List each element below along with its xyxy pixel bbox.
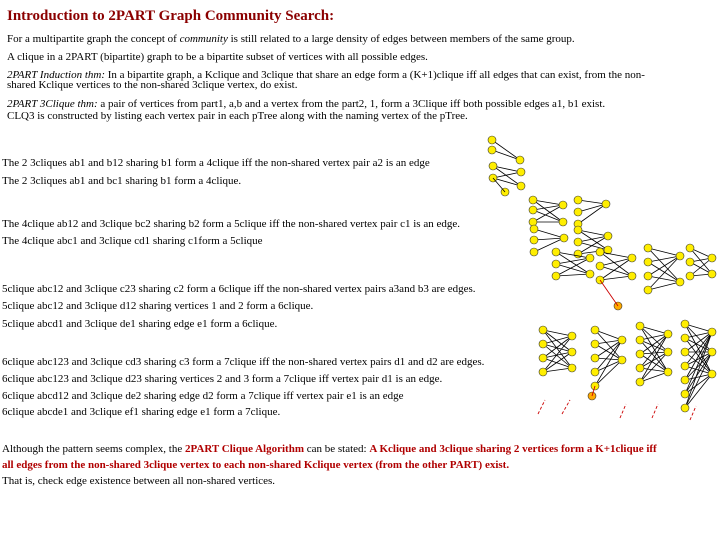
graph-node xyxy=(574,238,582,246)
graph-node xyxy=(681,404,689,412)
graph-edge xyxy=(533,200,563,222)
graph-node xyxy=(591,354,599,362)
dashed-edge xyxy=(690,406,696,420)
graph-node xyxy=(559,201,567,209)
graph-node xyxy=(530,248,538,256)
intro-line-4: shared Kclique vertices to the non-shared 3clique vertex, do exist. xyxy=(7,79,298,91)
intro-line-3: 2PART Induction thm: In a bipartite graph, a Kclique and 3clique that share an edge form a (K+1)clique iff all edges that can exist, from the non- xyxy=(7,69,645,81)
graph-node xyxy=(552,248,560,256)
graph-node xyxy=(618,356,626,364)
highlight-edge xyxy=(600,280,618,306)
graph-edge xyxy=(543,336,572,344)
graph-edge xyxy=(600,252,632,276)
graph-node xyxy=(591,340,599,348)
graph-node xyxy=(708,328,716,336)
graph-node xyxy=(574,250,582,258)
graph-node xyxy=(676,278,684,286)
graph-node xyxy=(517,182,525,190)
graph-edge xyxy=(578,204,606,212)
graph-node xyxy=(559,218,567,226)
graph-node xyxy=(686,244,694,252)
graph-node xyxy=(664,330,672,338)
graph-edge xyxy=(600,258,632,266)
graph-node xyxy=(681,348,689,356)
graph-node xyxy=(530,236,538,244)
intro-line-6: CLQ3 is constructed by listing each vertex pair in each pTree along with the naming vertex of the pTree. xyxy=(7,110,468,122)
graph-edge xyxy=(640,334,668,382)
group1-line-1: The 2 3cliques ab1 and b12 sharing b1 form a 4clique iff the non-shared vertex pair a2 is an edge xyxy=(2,157,430,169)
conclusion-line-1: Although the pattern seems complex, the 2PART Clique Algorithm can be stated: A Kclique and 3clique sharing 2 vertices form a K+1clique iff xyxy=(2,443,657,455)
group4-line-1: 6clique abc123 and 3clique cd3 sharing c3 form a 7clique iff the non-shared vertex pairs d1 and d2 are edges. xyxy=(2,356,485,368)
graph-node xyxy=(644,244,652,252)
graph-node xyxy=(636,364,644,372)
graph-node xyxy=(489,162,497,170)
graph-node xyxy=(488,146,496,154)
graph-node xyxy=(636,322,644,330)
graph-node xyxy=(552,260,560,268)
graph-node xyxy=(568,364,576,372)
graph-node xyxy=(628,272,636,280)
dashed-edge xyxy=(538,400,545,414)
conclusion-line-3: That is, check edge existence between all non-shared vertices. xyxy=(2,475,276,487)
group2-line-1: The 4clique ab12 and 3clique bc2 sharing b2 form a 5clique iff the non-shared vertex pair c1 is an edge. xyxy=(2,218,460,230)
graph-edge xyxy=(648,282,680,290)
graph-node xyxy=(586,254,594,262)
graph-node xyxy=(574,226,582,234)
group3-line-3: 5clique abcd1 and 3clique de1 sharing edge e1 form a 6clique. xyxy=(2,318,278,330)
graph-node xyxy=(552,272,560,280)
graph-node xyxy=(560,234,568,242)
graph-node xyxy=(488,136,496,144)
graph-node xyxy=(596,248,604,256)
graph-node xyxy=(708,254,716,262)
graph-node xyxy=(681,376,689,384)
graph-node xyxy=(529,218,537,226)
dashed-edge xyxy=(652,404,658,418)
graph-edge xyxy=(533,200,563,205)
group1-line-2: The 2 3cliques ab1 and bc1 sharing b1 form a 4clique. xyxy=(2,175,242,187)
graph-edge xyxy=(685,332,712,394)
group4-line-4: 6clique abcde1 and 3clique ef1 sharing edge e1 form a 7clique. xyxy=(2,406,281,418)
graph-edge xyxy=(534,229,564,238)
graph-edge xyxy=(648,248,680,256)
graph-node xyxy=(686,258,694,266)
graph-node xyxy=(636,378,644,386)
graph-node xyxy=(568,348,576,356)
graph-node xyxy=(618,336,626,344)
graph-edge xyxy=(600,252,632,258)
group3-line-1: 5clique abc12 and 3clique c23 sharing c2 form a 6clique iff the non-shared vertex pairs a3and b3 are edges. xyxy=(2,283,476,295)
intro-line-1: For a multipartite graph the concept of community is still related to a large density of edges between members of the same group. xyxy=(7,33,575,45)
graph-edge xyxy=(556,264,590,274)
graph-node xyxy=(686,272,694,280)
graph-edge xyxy=(533,210,563,222)
graph-node xyxy=(539,326,547,334)
graph-edge xyxy=(578,204,606,224)
diagram-row-4 xyxy=(538,320,716,420)
group3-line-2: 5clique abc12 and 3clique d12 sharing vertices 1 and 2 form a 6clique. xyxy=(2,300,314,312)
graph-node xyxy=(539,340,547,348)
graph-node xyxy=(676,252,684,260)
conclusion-line-2: all edges from the non-shared 3clique vertex to each non-shared Kclique vertex (from the other PART) exist. xyxy=(2,459,510,471)
graph-node xyxy=(644,272,652,280)
intro-line-5: 2PART 3Clique thm: a pair of vertices from part1, a,b and a vertex from the part2, 1, form a 3Clique iff both possible edges a1, b1 exist. xyxy=(7,98,606,110)
graph-edge xyxy=(492,150,520,160)
graph-node xyxy=(574,208,582,216)
graph-node xyxy=(636,336,644,344)
graph-node xyxy=(628,254,636,262)
graph-node xyxy=(664,368,672,376)
graph-node xyxy=(708,370,716,378)
graph-node xyxy=(644,286,652,294)
graph-node xyxy=(644,258,652,266)
graph-node xyxy=(664,348,672,356)
graph-node xyxy=(516,156,524,164)
graph-node xyxy=(591,326,599,334)
graph-node xyxy=(681,390,689,398)
graph-node xyxy=(586,270,594,278)
graph-edge xyxy=(595,340,622,386)
diagram-row-1 xyxy=(488,136,525,196)
graph-node xyxy=(604,232,612,240)
graph-node xyxy=(539,368,547,376)
graph-node xyxy=(517,168,525,176)
graph-node xyxy=(574,196,582,204)
graph-node xyxy=(708,348,716,356)
graph-node xyxy=(530,225,538,233)
graph-edge xyxy=(578,242,608,250)
graph-node xyxy=(681,334,689,342)
graph-node xyxy=(681,362,689,370)
group4-line-3: 6clique abcd12 and 3clique de2 sharing edge d2 form a 7clique iff vertex pair e1 is an edge xyxy=(2,390,404,402)
graph-edge xyxy=(556,274,590,276)
graph-node xyxy=(636,350,644,358)
group2-line-2: The 4clique abc1 and 3clique cd1 sharing c1form a 5clique xyxy=(2,235,263,247)
graph-node xyxy=(539,354,547,362)
graph-node xyxy=(681,320,689,328)
dashed-edge xyxy=(620,404,626,418)
graph-edge xyxy=(600,266,632,276)
graph-node xyxy=(529,206,537,214)
graph-node xyxy=(568,332,576,340)
graph-edge xyxy=(493,178,521,186)
group4-line-2: 6clique abc123 and 3clique d23 sharing vertices 2 and 3 form a 7clique iff vertex pair d1 is an edge. xyxy=(2,373,443,385)
graph-node xyxy=(596,262,604,270)
graph-node xyxy=(602,200,610,208)
dashed-edge xyxy=(562,400,570,414)
graph-node xyxy=(529,196,537,204)
intro-line-2: A clique in a 2PART (bipartite) graph to be a bipartite subset of vertices with all possible edges. xyxy=(7,51,428,63)
page-title: Introduction to 2PART Graph Community Search: xyxy=(7,8,335,24)
graph-edge xyxy=(685,338,712,352)
graph-node xyxy=(708,270,716,278)
graph-edge xyxy=(595,360,622,372)
graph-node xyxy=(591,368,599,376)
